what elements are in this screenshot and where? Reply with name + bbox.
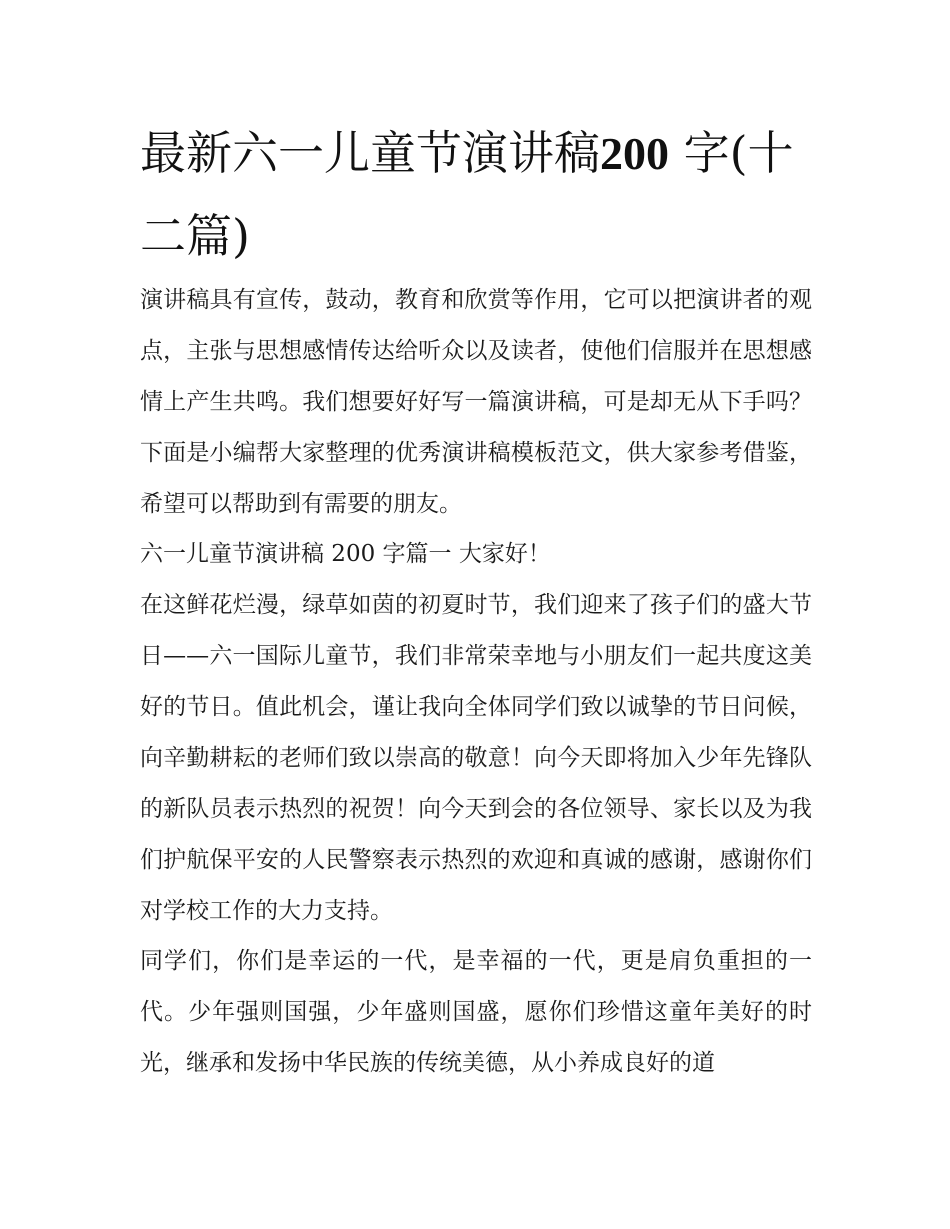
section-heading: 六一儿童节演讲稿 200 字篇一 大家好！ [140, 541, 551, 567]
document-title [140, 112, 820, 277]
intro-paragraph: 演讲稿具有宣传，鼓动，教育和欣赏等作用，它可以把演讲者的观点，主张与思想感情传达给听众以及读者，使他们信服并在思想感情上产生共鸣。我们想要好好写一篇演讲稿，可是却无从下手吗？下面是小编帮大家整理的优秀演讲稿模板范文，供大家参考借鉴，希望可以帮助到有需要的朋友。 [140, 287, 812, 517]
title-number: 200 [600, 128, 669, 179]
title-prefix: 最新六一儿童节演讲稿 [140, 126, 600, 180]
body-paragraph-1: 在这鲜花烂漫，绿草如茵的初夏时节，我们迎来了孩子们的盛大节日——六一国际儿童节，我们非常荣幸地与小朋友们一起共度这美好的节日。值此机会，谨让我向全体同学们致以诚挚的节日问候，向辛勤耕耘的老师们致以崇高的敬意！向今天即将加入少年先锋队的新队员表示热烈的祝贺！向今天到会的各位领导、家长以及为我们护航保平安的人民警察表示热烈的欢迎和真诚的感谢，感谢你们对学校工作的大力支持。 [140, 592, 812, 924]
body-paragraph-2: 同学们，你们是幸运的一代，是幸福的一代，更是肩负重担的一代。少年强则国强，少年盛则国盛，愿你们珍惜这童年美好的时光，继承和发扬中华民族的传统美德，从小养成良好的道 [140, 948, 812, 1076]
title-suffix: 字(十二篇) [140, 126, 794, 263]
